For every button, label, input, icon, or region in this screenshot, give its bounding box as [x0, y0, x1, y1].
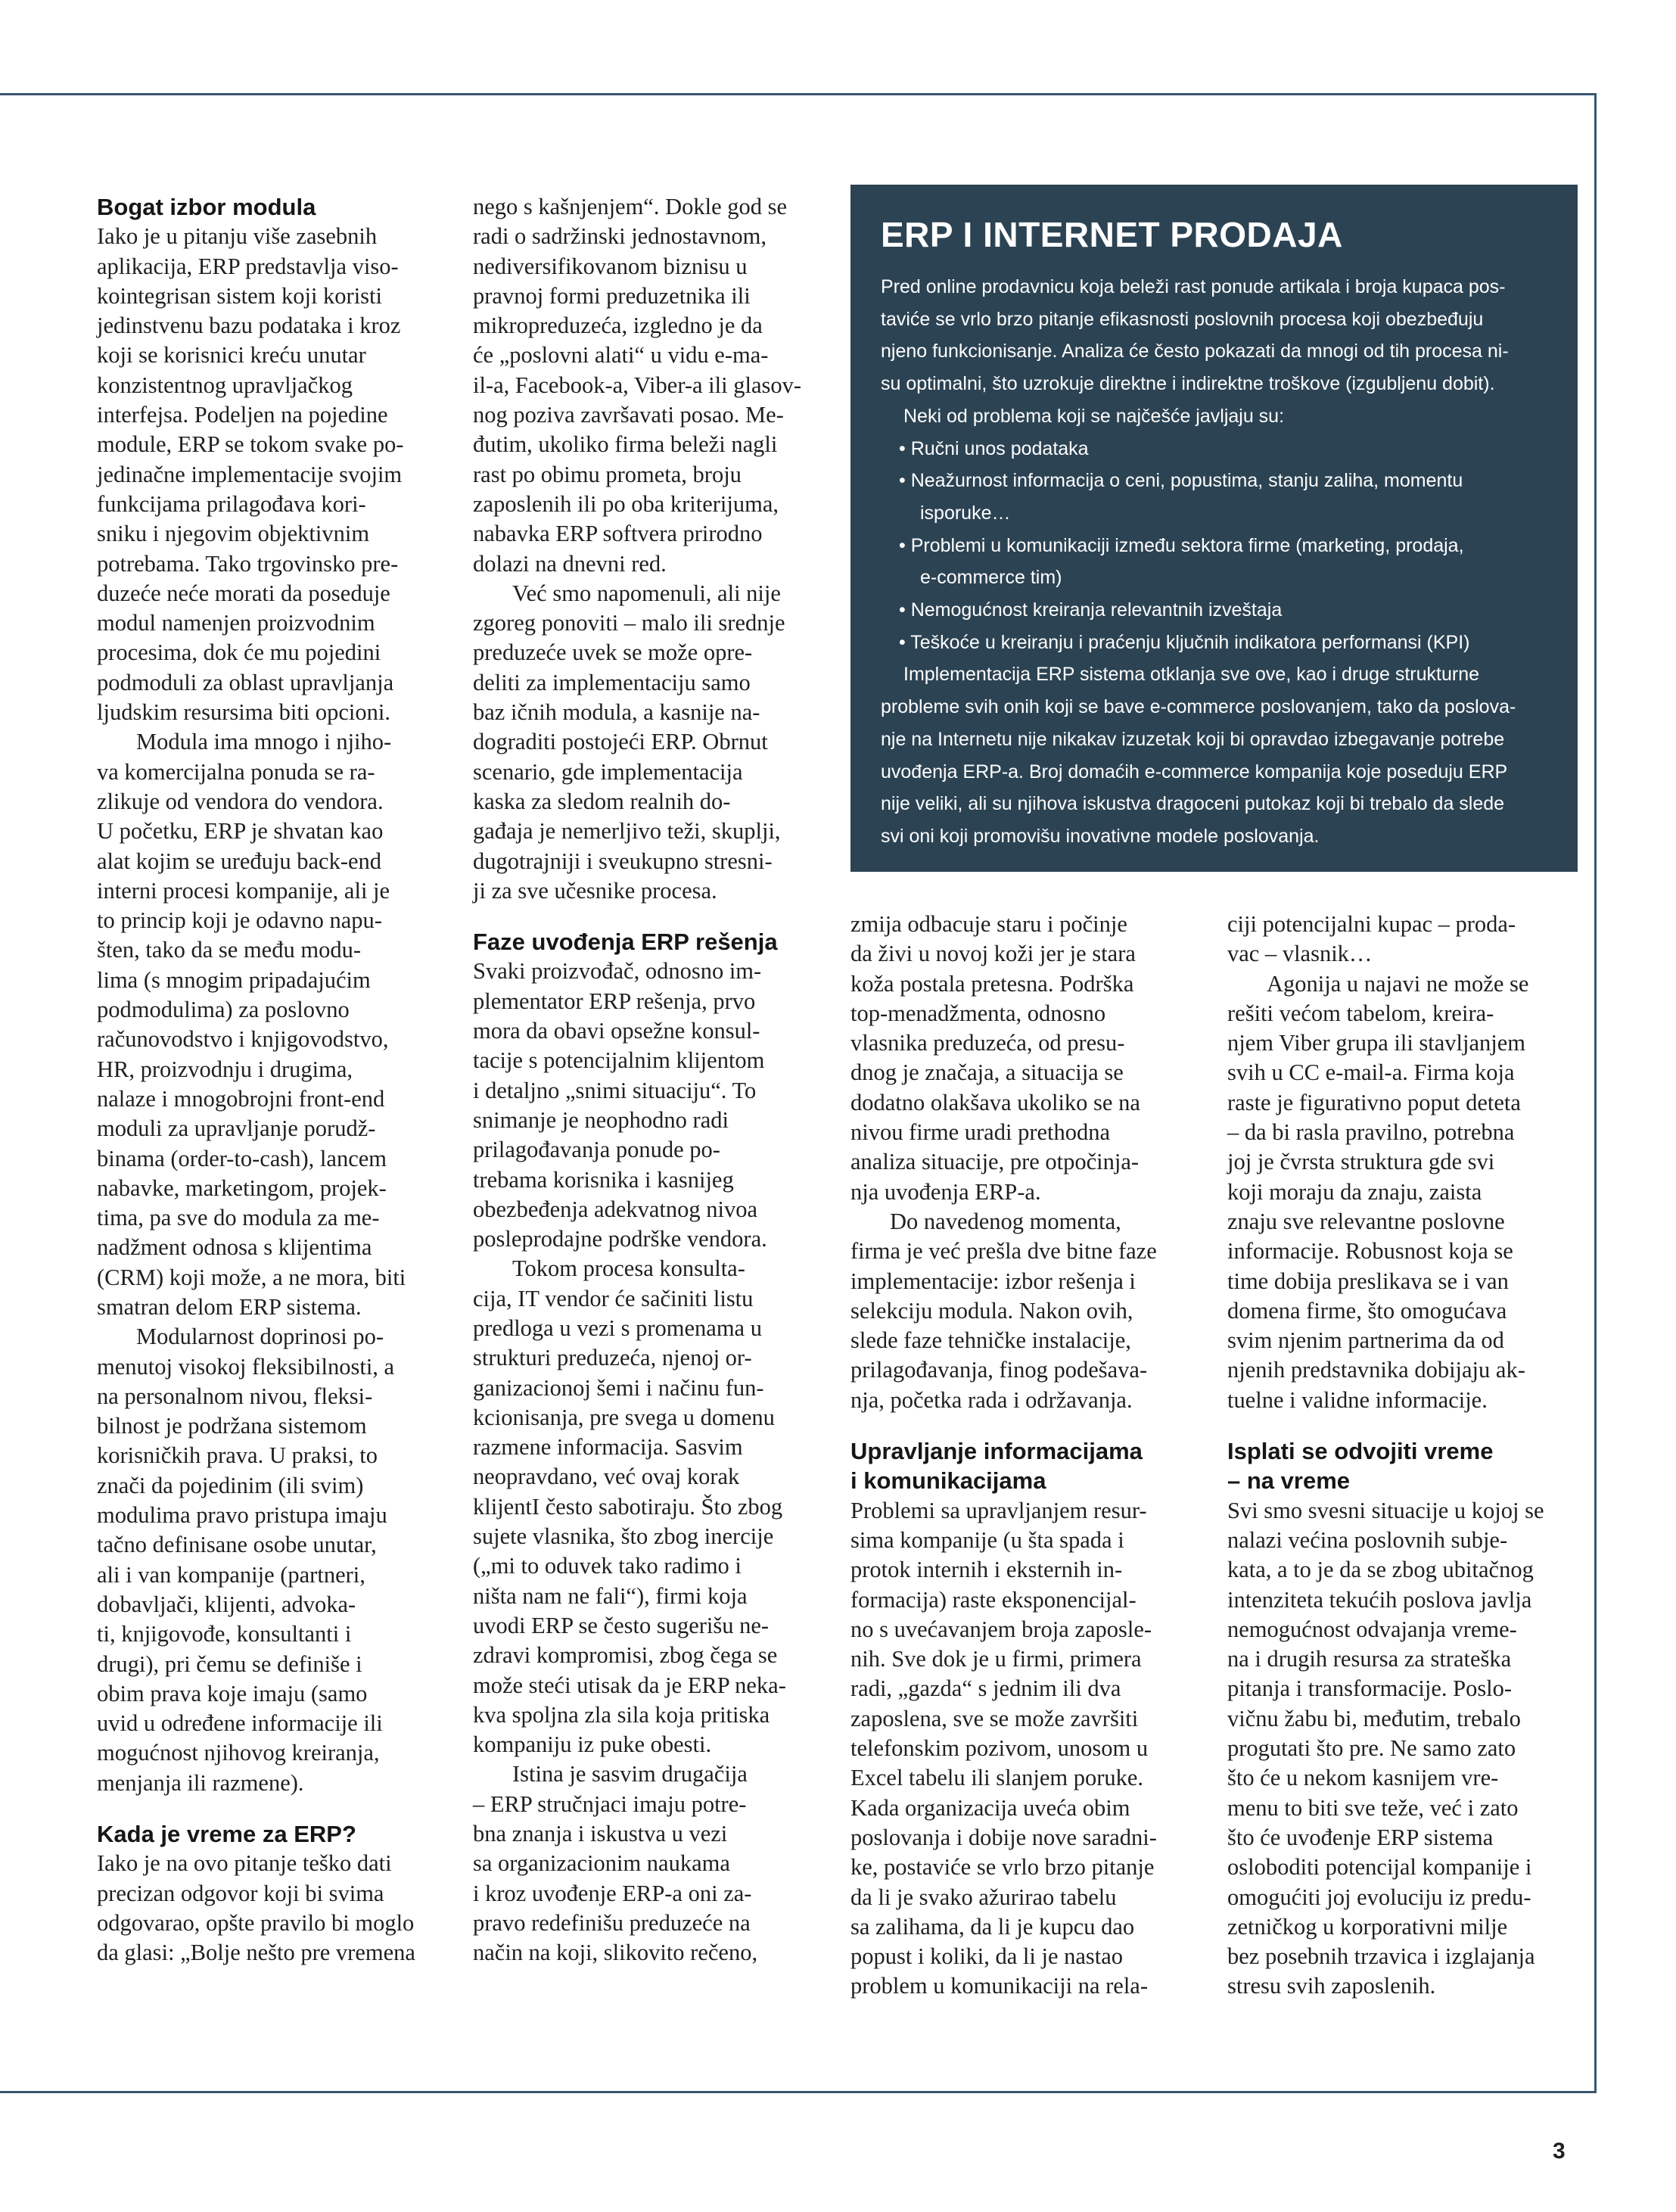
text-line: vlasnika preduzeća, od presu-: [850, 1030, 1125, 1056]
sidebar-outro-first: Implementacija ERP sistema otklanja sve ove, kao i druge strukturne: [903, 664, 1480, 686]
text-line: va komercijalna ponuda se ra-: [97, 758, 375, 785]
text-line: menutoj visokoj fleksibilnosti, a: [97, 1353, 395, 1380]
text-line: binama (order-to-cash), lancem: [97, 1145, 387, 1171]
text-line: uvid u određene informacije ili: [97, 1710, 383, 1737]
text-line: preduzeće uvek se može opre-: [473, 639, 753, 666]
paragraph: [473, 192, 817, 579]
text-line: Iako je na ovo pitanje teško dati: [97, 1850, 392, 1877]
text-line: đutim, ukoliko firma beleži nagli: [473, 431, 778, 458]
text-line: rast po obimu prometa, broju: [473, 461, 742, 487]
text-line: sniku i njegovim objektivnim: [97, 521, 370, 547]
text-line: isporuke…: [920, 502, 1011, 524]
text-line: njenih predstavnika dobijaju ak-: [1227, 1357, 1525, 1383]
text-line: pitanja i transformacije. Poslo-: [1227, 1675, 1513, 1702]
text-line: dugotrajniji i sveukupno stresni-: [473, 848, 773, 874]
text-line: sa organizacionim naukama: [473, 1850, 730, 1877]
text-line: podmodulima) za poslovno: [97, 997, 350, 1023]
text-line: koža postala pretesna. Podrška: [850, 970, 1134, 997]
text-line: no s uvećavanjem broja zaposle-: [850, 1616, 1152, 1642]
text-line: mora da obavi opsežne konsul-: [473, 1018, 760, 1044]
text-line: – na vreme: [1227, 1467, 1350, 1495]
text-line: poslovanja i dobije nove saradni-: [850, 1824, 1157, 1850]
text-line: znaju sve relevantne poslovne: [1227, 1208, 1505, 1234]
text-line: il-a, Facebook-a, Viber-a ili glasov-: [473, 372, 802, 398]
text-line: dobavljači, klijenti, advoka-: [97, 1591, 356, 1617]
text-line: probleme svih onih koji se bave e-commerce poslovanjem, tako da poslova-: [881, 696, 1516, 718]
text-line: selekciju modula. Nakon ovih,: [850, 1297, 1133, 1324]
text-line: radi o sadržinski jednostavnom,: [473, 223, 766, 250]
text-line: interni procesi kompanije, ali je: [97, 877, 390, 904]
text-line: da glasi: „Bolje nešto pre vremena: [97, 1940, 415, 1966]
paragraph: [1227, 1496, 1579, 2002]
text-line: vičnu žabu bi, međutim, trebalo: [1227, 1705, 1521, 1731]
text-line: bna znanja i iskustva u vezi: [473, 1821, 728, 1847]
text-line: podmoduli za oblast upravljanja: [97, 669, 394, 695]
spacer: [97, 1798, 441, 1819]
text-line: Excel tabelu ili slanjem poruke.: [850, 1765, 1144, 1791]
text-line: drugi), pri čemu se definiše i: [97, 1650, 362, 1677]
text-line: plementator ERP rešenja, prvo: [473, 988, 756, 1014]
text-line: sujete vlasnika, što zbog inercije: [473, 1523, 774, 1550]
text-line: (CRM) koji može, a ne mora, biti: [97, 1264, 406, 1290]
text-line: pravo redefinišu preduzeće na: [473, 1909, 751, 1936]
text-line: klijentI često sabotiraju. Što zbog: [473, 1493, 783, 1520]
text-line: Kada organizacija uveća obim: [850, 1794, 1130, 1821]
text-line: su optimalni, što uzrokuje direktne i indirektne troškove (izgubljenu dobit).: [881, 373, 1495, 395]
text-line: Svi smo svesni situacije u kojoj se: [1227, 1497, 1544, 1523]
text-line: rešiti većom tabelom, kreira-: [1227, 1000, 1494, 1026]
sidebar-intro: [881, 271, 1547, 400]
text-line: nediversifikovanom biznisu u: [473, 253, 748, 279]
text-line: ljudskim resursima biti opcioni.: [97, 699, 390, 726]
text-line: e-commerce tim): [920, 567, 1062, 589]
text-line: nja uvođenja ERP-a.: [850, 1178, 1041, 1205]
heading-modules: Bogat izbor modula: [97, 194, 316, 220]
text-line: HR, proizvodnju i drugima,: [97, 1056, 353, 1082]
text-line: nabavka ERP softvera prirodno: [473, 521, 763, 547]
text-line: ji za sve učesnike procesa.: [473, 877, 717, 904]
text-line: odgovarao, opšte pravilo bi moglo: [97, 1909, 415, 1936]
text-line: • Neažurnost informacija o ceni, popustima, stanju zaliha, momentu: [899, 470, 1463, 492]
text-line: prilagođavanja, finog podešava-: [850, 1357, 1148, 1383]
text-line: i komunikacijama: [850, 1467, 1046, 1495]
text-line: dodatno olakšava ukoliko se na: [850, 1089, 1140, 1115]
text-line: firma je već prešla dve bitne faze: [850, 1238, 1157, 1265]
text-line: nemogućnost odvajanja vreme-: [1227, 1616, 1517, 1642]
text-line: vac – vlasnik…: [1227, 941, 1373, 967]
text-line: to princip koji je odavno napu-: [97, 907, 382, 934]
text-line: kva spoljna zla sila koja pritiska: [473, 1701, 770, 1728]
text-line: nalazi većina poslovnih subje-: [1227, 1526, 1508, 1553]
text-line: predloga u vezi s promenama u: [473, 1314, 762, 1341]
text-line: deliti za implementaciju samo: [473, 669, 751, 695]
text-line: aplikacija, ERP predstavlja viso-: [97, 253, 399, 279]
text-line: bez posebnih trzavica i izglajanja: [1227, 1943, 1535, 1970]
paragraph: [97, 1849, 441, 1968]
text-line: smatran delom ERP sistema.: [97, 1293, 362, 1320]
text-line: Modula ima mnogo i njiho-: [136, 729, 392, 755]
text-line: protok internih i eksternih in-: [850, 1557, 1123, 1583]
text-line: bilnost je podržana sistemom: [97, 1413, 367, 1439]
text-line: („mi to oduvek tako radimo i: [473, 1553, 742, 1579]
text-line: menu to biti sve teže, već i zato: [1227, 1794, 1519, 1821]
text-line: top-menadžmenta, odnosno: [850, 1000, 1106, 1026]
text-line: Pred online prodavnicu koja beleži rast ponude artikala i broja kupaca pos-: [881, 276, 1506, 297]
text-line: posleprodajne podrške vendora.: [473, 1226, 767, 1252]
frame-right-rule: [1594, 93, 1597, 2092]
paragraph: [473, 1254, 817, 1759]
text-line: lima (s mnogim pripadajućim: [97, 966, 371, 993]
text-line: menjanja ili razmene).: [97, 1769, 304, 1796]
text-line: U početku, ERP je shvatan kao: [97, 818, 384, 845]
sidebar-title: ERP I INTERNET PRODAJA: [881, 215, 1343, 254]
text-line: šten, tako da se među modu-: [97, 937, 361, 963]
column-4: [1227, 910, 1579, 2002]
paragraph: [473, 579, 817, 906]
text-line: nalaze i mnogobrojni front-end: [97, 1085, 385, 1112]
text-line: trebama korisnika i kasnijeg: [473, 1166, 734, 1193]
text-line: slede faze tehničke instalacije,: [850, 1327, 1131, 1354]
text-line: taviće se vrlo brzo pitanje efikasnosti poslovnih procesa koji obezbeđuju: [881, 308, 1484, 330]
text-line: zaposlena, sve se može završiti: [850, 1705, 1139, 1731]
paragraph: [1227, 969, 1579, 1415]
text-line: što će uvođenje ERP sistema: [1227, 1824, 1494, 1850]
spacer: [1227, 1415, 1579, 1436]
text-line: Agonija u najavi ne može se: [1267, 970, 1529, 997]
heading-when: Kada je vreme za ERP?: [97, 1821, 356, 1848]
paragraph: [850, 1496, 1210, 2002]
text-line: snimanje je neophodno radi: [473, 1106, 729, 1133]
text-line: kaska za sledom realnih do-: [473, 788, 731, 814]
text-line: mogućnost njihovog kreiranja,: [97, 1740, 380, 1766]
text-line: može steći utisak da je ERP neka-: [473, 1672, 786, 1698]
text-line: razmene informacija. Sasvim: [473, 1434, 743, 1461]
text-line: Istina je sasvim drugačija: [512, 1761, 748, 1787]
paragraph: [473, 1759, 817, 1968]
heading-pays-off: [1227, 1436, 1579, 1496]
text-line: Modularnost doprinosi po-: [136, 1324, 384, 1350]
text-line: cija, IT vendor će sačiniti listu: [473, 1285, 754, 1311]
text-line: i kroz uvođenje ERP-a oni za-: [473, 1880, 752, 1906]
text-line: dolazi na dnevni red.: [473, 550, 667, 577]
page-number: 3: [1553, 2139, 1566, 2164]
text-line: jedinstvenu bazu podataka i kroz: [97, 313, 401, 339]
text-line: osloboditi potencijal kompanije i: [1227, 1854, 1532, 1881]
heading-info-management: [850, 1436, 1210, 1496]
text-line: neopravdano, već ovaj korak: [473, 1464, 740, 1490]
text-line: module, ERP se tokom svake po-: [97, 431, 404, 458]
text-line: što će u nekom kasnijem vre-: [1227, 1765, 1499, 1791]
text-line: uvođenja ERP-a. Broj domaćih e-commerce kompanija koje poseduju ERP: [881, 761, 1508, 782]
text-line: svih u CC e-mail-a. Firma koja: [1227, 1059, 1515, 1086]
text-line: nog poziva završavati posao. Me-: [473, 402, 784, 428]
text-line: ali i van kompanije (partneri,: [97, 1561, 365, 1588]
text-line: kompaniju iz puke obesti.: [473, 1731, 712, 1758]
text-line: precizan odgovor koji bi svima: [97, 1880, 384, 1906]
text-line: i detaljno „snimi situaciju“. To: [473, 1077, 757, 1103]
text-line: Iako je u pitanju više zasebnih: [97, 223, 378, 250]
column-2: [473, 192, 817, 1968]
text-line: – da bi rasla pravilno, potrebna: [1227, 1119, 1515, 1146]
text-line: progutati što pre. Ne samo zato: [1227, 1735, 1516, 1762]
text-line: joj je čvrsta struktura gde svi: [1227, 1149, 1495, 1175]
text-line: Svaki proizvođač, odnosno im-: [473, 958, 762, 985]
text-line: zlikuje od vendora do vendora.: [97, 788, 384, 814]
text-line: tacije s potencijalnim klijentom: [473, 1047, 765, 1074]
text-line: zdravi kompromisi, zbog čega se: [473, 1642, 778, 1669]
sidebar-lead: Neki od problema koji se najčešće javljaju su:: [903, 405, 1285, 427]
paragraph: [850, 910, 1210, 1207]
text-line: – ERP stručnjaci imaju potre-: [473, 1790, 747, 1817]
text-line: funkcijama prilagođava kori-: [97, 490, 366, 517]
text-line: modul namenjen proizvodnim: [97, 610, 375, 636]
text-line: da živi u novoj koži jer je stara: [850, 941, 1136, 967]
text-line: implementacije: izbor rešenja i: [850, 1268, 1136, 1294]
text-line: interfejsa. Podeljen na pojedine: [97, 402, 388, 428]
spacer: [850, 1415, 1210, 1436]
text-line: ništa nam ne fali“), firmi koja: [473, 1582, 748, 1609]
text-line: Upravljanje informacijama: [850, 1438, 1143, 1465]
text-line: informacije. Robusnost koja se: [1227, 1238, 1513, 1265]
text-line: jedinačne implementacije svojim: [97, 461, 403, 487]
text-line: baz ičnih modula, a kasnije na-: [473, 699, 760, 726]
text-line: zgoreg ponoviti – malo ili srednje: [473, 610, 785, 636]
text-line: mikropreduzeća, izgledno je da: [473, 313, 763, 339]
text-line: dograditi postojeći ERP. Obrnut: [473, 729, 768, 755]
text-line: popust i koliki, da li je nastao: [850, 1943, 1124, 1970]
text-line: gađaja je nemerljivo teži, skuplji,: [473, 818, 781, 845]
text-line: nabavke, marketingom, projek-: [97, 1174, 387, 1201]
text-line: formacija) raste eksponencijal-: [850, 1586, 1137, 1613]
text-line: sima kompanije (u šta spada i: [850, 1526, 1124, 1553]
text-line: potrebama. Tako trgovinsko pre-: [97, 550, 399, 577]
text-line: koji se korisnici kreću unutar: [97, 342, 366, 369]
paragraph: [473, 957, 817, 1254]
text-line: na i drugih resursa za strateška: [1227, 1646, 1512, 1672]
text-line: zmija odbacuje staru i počinje: [850, 911, 1127, 937]
text-line: problem u komunikaciji na rela-: [850, 1973, 1148, 1999]
text-line: procesima, dok će mu pojedini: [97, 639, 381, 666]
text-line: tuelne i validne informacije.: [1227, 1386, 1488, 1413]
text-line: nje na Internetu nije nikakav izuzetak koji bi opravdao izbegavanje potrebe: [881, 728, 1505, 750]
text-line: time dobija preslikava se i van: [1227, 1268, 1509, 1294]
text-line: će „poslovni alati“ u vidu e-ma-: [473, 342, 769, 369]
text-line: zetničkog u korporativni milje: [1227, 1913, 1508, 1940]
text-line: scenario, gde implementacija: [473, 758, 743, 785]
text-line: intenziteta tekućih poslova javlja: [1227, 1586, 1532, 1613]
text-line: dnog je značaja, a situacija se: [850, 1059, 1124, 1086]
text-line: raste je figurativno poput deteta: [1227, 1089, 1521, 1115]
text-line: nja, početka rada i održavanja.: [850, 1386, 1133, 1413]
text-line: sa zalihama, da li je kupcu dao: [850, 1913, 1135, 1940]
text-line: moduli za upravljanje porudž-: [97, 1115, 376, 1142]
text-line: njeno funkcionisanje. Analiza će često pokazati da mnogi od tih procesa ni-: [881, 341, 1509, 362]
text-line: tima, pa sve do modula za me-: [97, 1205, 380, 1231]
text-line: konzistentnog upravljačkog: [97, 372, 353, 398]
text-line: svi oni koji promovišu inovativne modele poslovanja.: [881, 825, 1320, 847]
text-line: ciji potencijalni kupac – proda-: [1227, 911, 1516, 937]
text-line: na personalnom nivou, fleksi-: [97, 1383, 373, 1409]
text-line: • Nemogućnost kreiranja relevantnih izveštaja: [899, 599, 1283, 621]
text-line: kata, a to je da se zbog ubitačnog: [1227, 1557, 1534, 1583]
text-line: analiza situacije, pre otpočinja-: [850, 1149, 1140, 1175]
text-line: pravnoj formi preduzetnika ili: [473, 282, 751, 309]
text-line: omogućiti joj evoluciju iz predu-: [1227, 1884, 1531, 1910]
text-line: nije veliki, ali su njihova iskustva dragoceni putokaz koji bi trebalo da slede: [881, 793, 1505, 815]
text-line: nih. Sve dok je u firmi, primera: [850, 1646, 1142, 1672]
text-line: nivou firme uradi prethodna: [850, 1119, 1111, 1146]
sidebar-outro: [881, 691, 1547, 853]
text-line: Tokom procesa konsulta-: [512, 1255, 745, 1282]
text-line: obezbeđenja adekvatnog nivoa: [473, 1196, 758, 1222]
paragraph: [97, 727, 441, 1322]
text-line: ti, knjigovođe, konsultanti i: [97, 1621, 352, 1647]
text-line: da li je svako ažurirao tabelu: [850, 1884, 1117, 1910]
text-line: kointegrisan sistem koji koristi: [97, 282, 382, 309]
frame-top-rule: [0, 93, 1597, 95]
sidebar-box-erp-internet: [850, 185, 1578, 872]
text-line: kcionisanja, pre svega u domenu: [473, 1404, 775, 1430]
column-1: [97, 192, 441, 1968]
text-line: duzeće neće morati da poseduje: [97, 580, 390, 606]
frame-bottom-rule: [0, 2091, 1597, 2093]
text-line: strukturi preduzeća, njenoj or-: [473, 1345, 752, 1371]
text-line: telefonskim pozivom, unosom u: [850, 1735, 1149, 1762]
text-line: koji moraju da znaju, zaista: [1227, 1178, 1482, 1205]
text-line: prilagođavanja ponude po-: [473, 1137, 720, 1163]
text-line: radi, „gazda“ s jednim ili dva: [850, 1675, 1121, 1702]
text-line: svim njenim partnerima da od: [1227, 1327, 1504, 1354]
text-line: korisničkih prava. U praksi, to: [97, 1442, 378, 1469]
text-line: računovodstvo i knjigovodstvo,: [97, 1026, 389, 1053]
text-line: modulima pravo pristupa imaju: [97, 1502, 387, 1529]
sidebar-bullet-list: [881, 433, 1547, 659]
text-line: Do navedenog momenta,: [890, 1208, 1121, 1234]
text-line: Isplati se odvojiti vreme: [1227, 1438, 1494, 1465]
text-line: stresu svih zaposlenih.: [1227, 1973, 1436, 1999]
text-line: • Ručni unos podataka: [899, 437, 1089, 459]
paragraph: [97, 222, 441, 727]
text-line: uvodi ERP se često sugerišu ne-: [473, 1612, 770, 1638]
text-line: zaposlenih ili po oba kriterijuma,: [473, 490, 779, 517]
text-line: ke, postaviće se vrlo brzo pitanje: [850, 1854, 1155, 1881]
text-line: znači da pojedinim (ili svim): [97, 1472, 364, 1498]
text-line: nadžment odnosa s klijentima: [97, 1234, 372, 1261]
text-line: tačno definisane osobe unutar,: [97, 1532, 377, 1558]
text-line: ganizacionoj šemi i načinu fun-: [473, 1374, 764, 1401]
text-line: alat kojim se uređuju back-end: [97, 848, 382, 874]
text-line: Već smo napomenuli, ali nije: [512, 580, 781, 606]
text-line: • Teškoće u kreiranju i praćenju ključnih indikatora performansi (KPI): [899, 631, 1470, 653]
spacer: [473, 906, 817, 927]
paragraph: [850, 1207, 1210, 1415]
text-line: njem Viber grupa ili stavljanjem: [1227, 1030, 1526, 1056]
paragraph: [97, 1322, 441, 1798]
text-line: način na koji, slikovito rečeno,: [473, 1940, 758, 1966]
text-line: domena firme, što omogućava: [1227, 1297, 1507, 1324]
text-line: obim prava koje imaju (samo: [97, 1680, 368, 1706]
column-3: [850, 910, 1210, 2002]
text-line: nego s kašnjenjem“. Dokle god se: [473, 194, 788, 219]
text-line: Problemi sa upravljanjem resur-: [850, 1497, 1147, 1523]
paragraph: [1227, 910, 1579, 969]
heading-phases: Faze uvođenja ERP rešenja: [473, 929, 778, 956]
text-line: • Problemi u komunikaciji između sektora firme (marketing, prodaja,: [899, 534, 1464, 556]
